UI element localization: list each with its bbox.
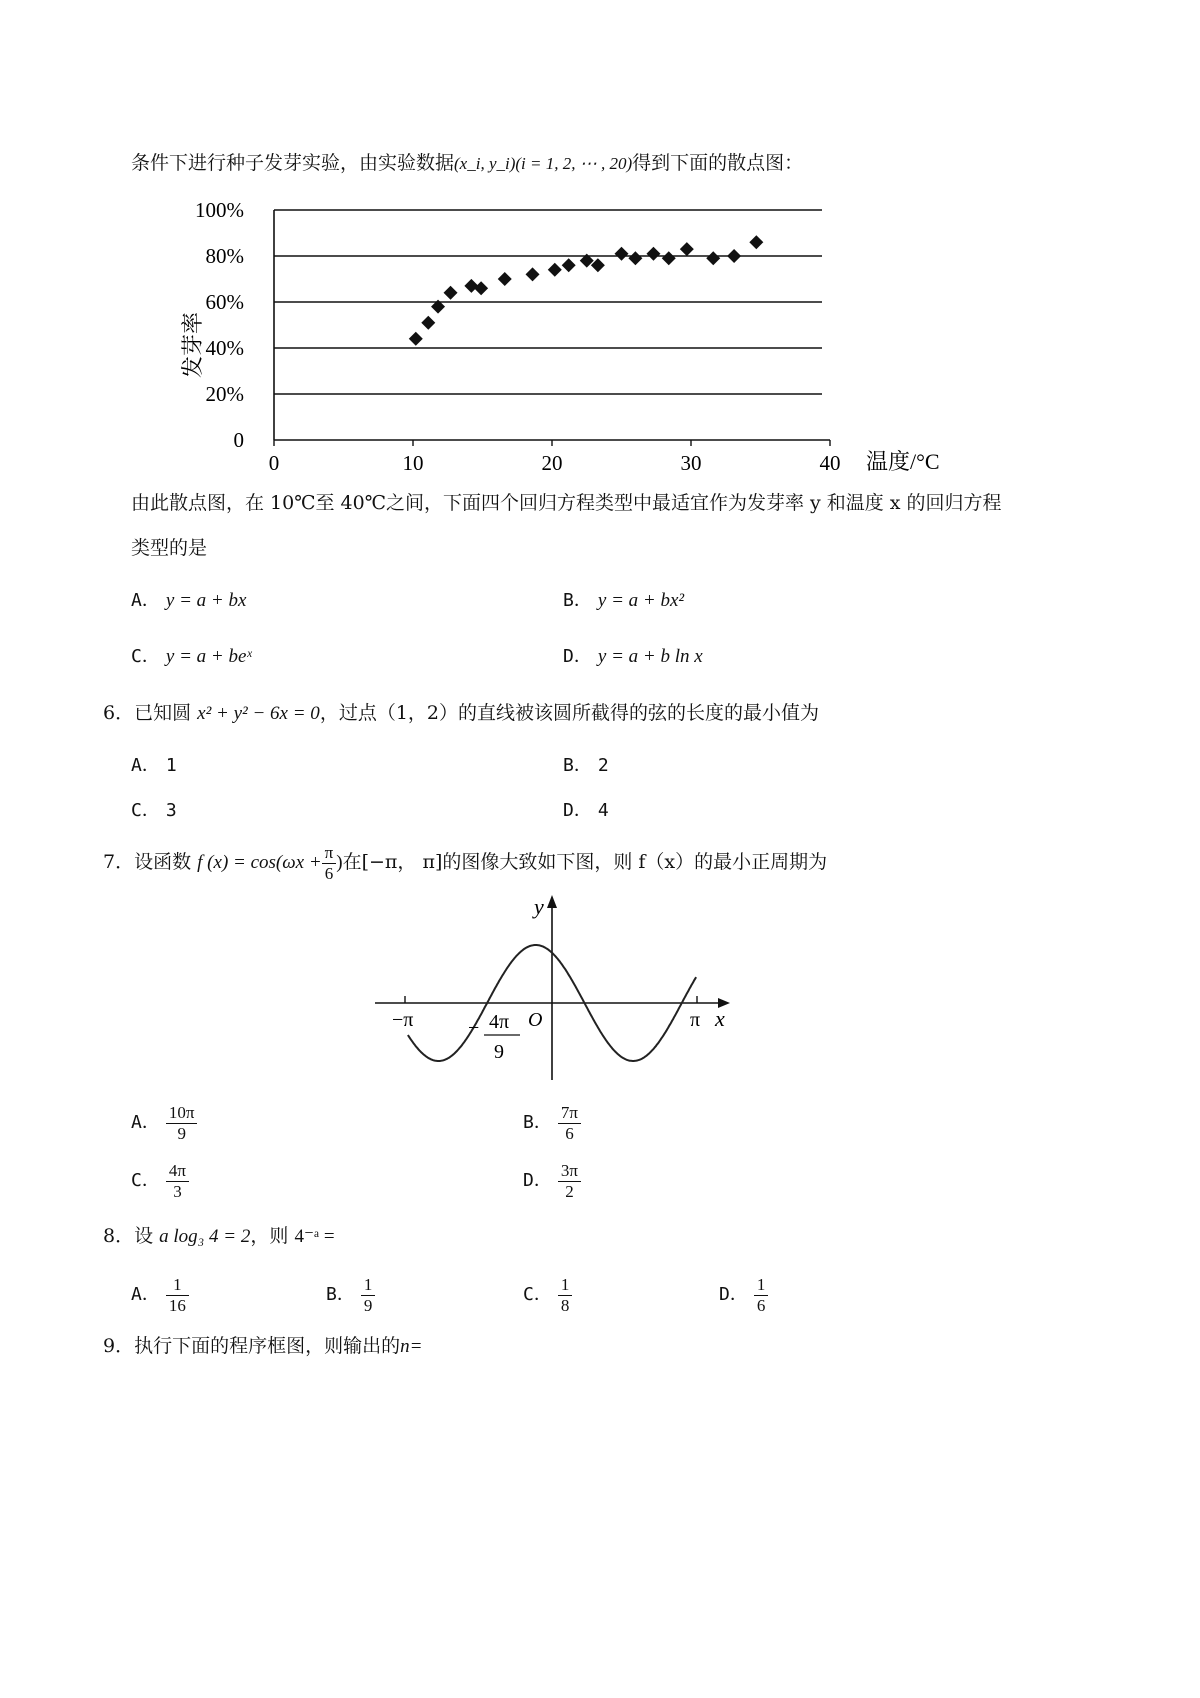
data-point [464, 279, 478, 293]
q5-intro-prefix: 条件下进行种子发芽实验，由实验数据 [131, 152, 455, 174]
q7-option-b-label: B． [523, 1112, 552, 1133]
y-tick-label: 80% [205, 244, 244, 268]
q9-stem [103, 1333, 422, 1360]
q8-option-a[interactable] [131, 1272, 189, 1317]
q8-option-c[interactable] [523, 1272, 572, 1317]
q7-option-d-den: 2 [565, 1181, 574, 1201]
q6-option-b-value: 2 [597, 755, 609, 776]
q8-stem [103, 1223, 335, 1250]
q5-option-d-expr: y = a + b ln x [597, 646, 703, 667]
q8-option-b-frac [361, 1275, 376, 1316]
q7-option-d-num: 3π [558, 1161, 581, 1182]
q8-option-c-num: 1 [558, 1275, 573, 1296]
q7-option-c-frac [166, 1161, 189, 1202]
q7-option-c[interactable] [131, 1158, 189, 1203]
q5-option-d-label: D． [563, 646, 592, 667]
graph-x-label: x [715, 1006, 725, 1031]
q6-option-b[interactable] [563, 752, 609, 779]
q7-option-b-den: 6 [565, 1123, 574, 1143]
q6-option-d-label: D． [563, 800, 592, 821]
q5-intro [131, 150, 803, 177]
x-tick-label: 0 [268, 451, 280, 475]
scatter-chart [170, 195, 990, 485]
q8-option-d-num: 1 [754, 1275, 769, 1296]
chart-axes [274, 210, 830, 446]
q8-option-a-label: A． [131, 1284, 160, 1305]
y-tick-label: 20% [205, 382, 244, 406]
q5-option-c[interactable] [131, 643, 252, 670]
data-point [727, 249, 741, 263]
q7-stem [103, 840, 827, 885]
q7-option-b-num: 7π [558, 1103, 581, 1124]
q8-middle: ，则 [250, 1225, 289, 1247]
chart-grid [274, 210, 822, 394]
data-point [421, 316, 435, 330]
q6-option-a-label: A． [131, 755, 160, 776]
y-tick-label: 100% [195, 198, 244, 222]
q6-prefix: 已知圆 [134, 702, 192, 724]
q7-option-a-label: A． [131, 1112, 160, 1133]
q7-option-c-num: 4π [166, 1161, 189, 1182]
q7-option-a-den: 9 [177, 1123, 186, 1143]
q5-intro-suffix: 得到下面的散点图： [632, 152, 804, 174]
chart-x-label: 温度/°C [866, 449, 940, 474]
graph-origin: O [528, 1009, 543, 1031]
data-point [662, 251, 676, 265]
q8-option-a-den: 16 [168, 1295, 186, 1315]
q6-option-d[interactable] [563, 797, 609, 824]
q6-stem [103, 700, 819, 727]
q9-number: 9． [103, 1335, 135, 1357]
q5-text-line1: 由此散点图，在 10℃至 40℃之间，下面四个回归方程类型中最适宜作为发芽率 y 和温度 x 的回归方程 [131, 492, 1002, 514]
q9-math: n= [400, 1336, 423, 1357]
q6-option-c-label: C． [131, 800, 160, 821]
q5-option-c-expr: y = a + beˣ [165, 646, 252, 667]
q8-option-c-label: C． [523, 1284, 552, 1305]
q6-option-d-value: 4 [597, 800, 609, 821]
q5-option-d[interactable] [563, 643, 703, 670]
q7-prefix: 设函数 [134, 851, 192, 873]
y-tick-label: 40% [205, 336, 244, 360]
graph-pi-label: π [690, 1009, 701, 1031]
data-point [615, 247, 629, 261]
q6-math: x² + y² − 6x = 0 [197, 703, 320, 724]
q7-option-a-frac [166, 1103, 198, 1144]
data-point [562, 258, 576, 272]
q7-option-c-den: 3 [173, 1181, 182, 1201]
q8-option-c-den: 8 [560, 1295, 570, 1315]
graph-mark-sign: − [468, 1017, 480, 1039]
q8-option-a-frac [166, 1275, 189, 1316]
chart-x-ticks [269, 451, 841, 475]
q8-math: a log₃ 4 = 2 [159, 1226, 251, 1247]
q6-option-a[interactable] [131, 752, 177, 779]
q7-option-b-frac [558, 1103, 581, 1144]
q6-option-a-value: 1 [165, 755, 177, 776]
q6-option-c[interactable] [131, 797, 177, 824]
q7-option-d-frac [558, 1161, 581, 1202]
data-point [706, 251, 720, 265]
q6-option-b-label: B． [563, 755, 592, 776]
data-point [628, 251, 642, 265]
q8-option-b-num: 1 [361, 1275, 376, 1296]
q6-suffix: ，过点（1，2）的直线被该圆所截得的弦的长度的最小值为 [319, 702, 819, 724]
q9-text: 执行下面的程序框图，则输出的 [134, 1335, 401, 1357]
x-tick-label: 10 [402, 451, 424, 475]
q7-option-a[interactable] [131, 1100, 197, 1145]
q5-intro-math: (x_i, y_i)(i = 1, 2, ⋯ , 20) [454, 154, 633, 173]
q5-option-b-expr: y = a + bx² [597, 590, 685, 611]
data-point [646, 247, 660, 261]
q8-option-b-label: B． [326, 1284, 355, 1305]
q7-option-a-num: 10π [166, 1103, 198, 1124]
data-point [749, 235, 763, 249]
q6-number: 6． [103, 702, 135, 724]
q7-option-c-label: C． [131, 1170, 160, 1191]
q5-option-b[interactable] [563, 587, 684, 614]
data-point [680, 242, 694, 256]
data-point [409, 332, 423, 346]
q7-option-b[interactable] [523, 1100, 581, 1145]
data-point [474, 281, 488, 295]
cosine-graph [370, 890, 750, 1090]
q8-option-d-label: D． [719, 1284, 748, 1305]
y-axis-arrow-icon [547, 895, 557, 908]
data-point [548, 263, 562, 277]
q8-option-d-den: 6 [756, 1295, 766, 1315]
q5-option-a-expr: y = a + bx [165, 590, 247, 611]
chart-y-label: 发芽率 [180, 311, 205, 379]
q8-option-d[interactable] [719, 1272, 768, 1317]
q7-suffix: 在[−π， π]的图像大致如下图，则 f（x）的最小正周期为 [342, 851, 828, 873]
y-tick-label: 0 [233, 428, 244, 452]
q7-frac-den: 6 [324, 863, 334, 883]
q5-text-line2: 类型的是 [131, 537, 208, 559]
q7-math-right: ) [336, 852, 343, 873]
q8-math2: 4⁻ᵃ = [294, 1226, 335, 1247]
q5-option-b-label: B． [563, 590, 592, 611]
data-point [526, 267, 540, 281]
q8-option-c-frac [558, 1275, 573, 1316]
q8-option-b-den: 9 [363, 1295, 373, 1315]
x-tick-label: 40 [819, 451, 841, 475]
q7-pi-over-6 [322, 843, 337, 884]
q5-option-c-label: C． [131, 646, 160, 667]
q8-option-b[interactable] [326, 1272, 375, 1317]
q7-number: 7． [103, 851, 135, 873]
data-point [498, 272, 512, 286]
q8-option-a-num: 1 [166, 1275, 189, 1296]
graph-mark-num: 4π [489, 1011, 510, 1033]
q7-option-d[interactable] [523, 1158, 581, 1203]
graph-y-label: y [534, 894, 544, 919]
q8-option-d-frac [754, 1275, 769, 1316]
y-tick-label: 60% [205, 290, 244, 314]
q8-number: 8． [103, 1225, 135, 1247]
q8-prefix: 设 [134, 1225, 154, 1247]
q5-option-a-label: A． [131, 590, 160, 611]
q5-option-a[interactable] [131, 587, 246, 614]
q7-option-d-label: D． [523, 1170, 552, 1191]
graph-mark-den: 9 [494, 1041, 504, 1063]
x-tick-label: 20 [541, 451, 563, 475]
chart-points [409, 235, 764, 346]
graph-neg-pi-label: −π [392, 1009, 414, 1031]
q7-math-left: f (x) = cos(ωx + [197, 852, 322, 873]
q6-option-c-value: 3 [165, 800, 177, 821]
data-point [444, 286, 458, 300]
x-tick-label: 30 [680, 451, 702, 475]
q7-frac-num: π [322, 843, 337, 864]
